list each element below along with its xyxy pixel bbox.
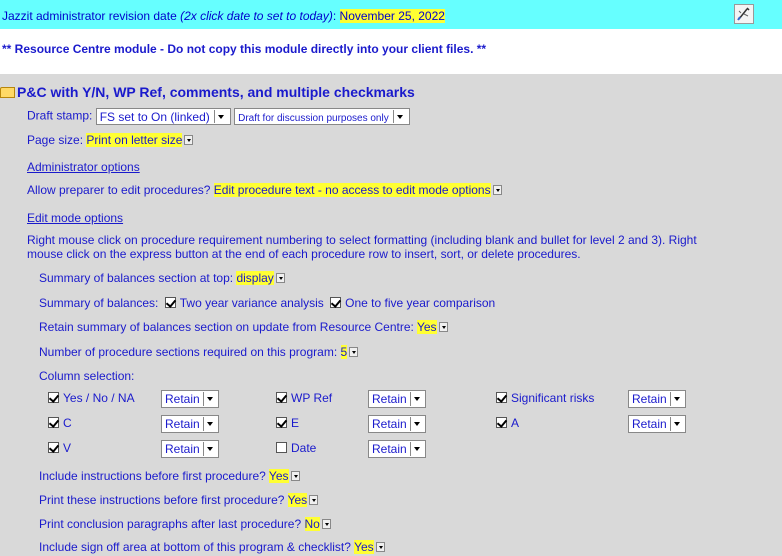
two-year-checkbox[interactable]	[165, 297, 176, 308]
signoff-value[interactable]: Yes	[354, 540, 374, 554]
include-instructions-label: Include instructions before first procedure?	[39, 469, 266, 483]
chevron-down-icon	[203, 392, 216, 406]
revision-date-hint: (2x click date to set to today)	[180, 9, 333, 23]
column-option-date[interactable]: Date	[276, 441, 316, 455]
column-selection-label: Column selection:	[39, 369, 135, 383]
chevron-down-icon	[410, 442, 423, 456]
allow-edit-label: Allow preparer to edit procedures?	[27, 183, 211, 197]
signoff-label: Include sign off area at bottom of this program & checklist?	[39, 540, 351, 554]
summary-top-label: Summary of balances section at top:	[39, 271, 234, 285]
summary-balances-label: Summary of balances:	[39, 296, 159, 310]
module-panel	[0, 74, 782, 556]
chevron-down-icon[interactable]	[291, 471, 300, 481]
draft-text-select[interactable]: Draft for discussion purposes only	[234, 108, 410, 125]
column-retain-select[interactable]: Retain	[368, 415, 426, 433]
column-checkbox[interactable]	[48, 417, 59, 428]
column-retain-select[interactable]: Retain	[161, 390, 219, 408]
retain-summary-value[interactable]: Yes	[416, 320, 437, 334]
page-size-row	[27, 133, 193, 147]
allow-edit-value[interactable]: Edit procedure text - no access to edit mode options	[213, 183, 491, 197]
folder-icon[interactable]	[0, 87, 15, 98]
two-year-label: Two year variance analysis	[179, 296, 324, 310]
chevron-down-icon[interactable]	[493, 185, 502, 195]
column-option-v[interactable]: V	[48, 441, 71, 455]
revision-date-colon: :	[332, 9, 337, 23]
retain-summary-row	[39, 320, 448, 334]
column-option-significant-risks[interactable]: Significant risks	[496, 391, 594, 405]
chevron-down-icon[interactable]	[276, 273, 285, 283]
column-option-wp-ref[interactable]: WP Ref	[276, 391, 332, 405]
chevron-down-icon	[670, 417, 683, 431]
header-bar	[0, 0, 782, 29]
column-checkbox[interactable]	[496, 392, 507, 403]
chevron-down-icon[interactable]	[322, 519, 331, 529]
column-retain-select[interactable]: Retain	[628, 415, 686, 433]
instructions-line-2: mouse click on the express button at the end of each procedure row to insert, sort, or delete procedures.	[27, 247, 581, 261]
summary-balances-row	[39, 296, 495, 310]
column-checkbox[interactable]	[48, 442, 59, 453]
print-conclusion-label: Print conclusion paragraphs after last procedure?	[39, 517, 302, 531]
administrator-options-link[interactable]: Administrator options	[27, 160, 140, 174]
chevron-down-icon[interactable]	[439, 322, 448, 332]
resource-notice: ** Resource Centre module - Do not copy this module directly into your client files. **	[2, 42, 487, 56]
instructions-line-1: Right mouse click on procedure requirement numbering to select formatting (including blank and bullet for level 2 and 3). Right	[27, 233, 697, 247]
print-conclusion-value[interactable]: No	[304, 517, 320, 531]
summary-top-row	[39, 271, 285, 285]
print-instructions-row	[39, 493, 318, 507]
chevron-down-icon	[203, 417, 216, 431]
column-option-e[interactable]: E	[276, 416, 299, 430]
column-option-a[interactable]: A	[496, 416, 519, 430]
draft-stamp-label: Draft stamp:	[27, 108, 93, 123]
column-retain-select[interactable]: Retain	[368, 390, 426, 408]
num-sections-value[interactable]: 5	[340, 345, 348, 359]
revision-date-label: Jazzit administrator revision date	[2, 9, 177, 23]
print-instructions-label: Print these instructions before first procedure?	[39, 493, 285, 507]
column-retain-select[interactable]: Retain	[161, 440, 219, 458]
column-checkbox[interactable]	[496, 417, 507, 428]
chevron-down-icon[interactable]	[184, 135, 193, 145]
chevron-down-icon[interactable]	[309, 495, 318, 505]
edit-pencil-icon[interactable]	[734, 4, 754, 24]
column-option-yes-no-na[interactable]: Yes / No / NA	[48, 391, 135, 405]
page-size-value[interactable]: Print on letter size	[86, 133, 183, 147]
summary-top-value[interactable]: display	[236, 271, 274, 285]
revision-date-value[interactable]: November 25, 2022	[339, 9, 445, 23]
five-year-label: One to five year comparison	[345, 296, 496, 310]
retain-summary-label: Retain summary of balances section on update from Resource Centre:	[39, 320, 414, 334]
chevron-down-icon	[670, 392, 683, 406]
include-instructions-row	[39, 469, 300, 483]
chevron-down-icon	[410, 417, 423, 431]
column-checkbox[interactable]	[276, 392, 287, 403]
include-instructions-value[interactable]: Yes	[268, 469, 289, 483]
print-instructions-value[interactable]: Yes	[287, 493, 308, 507]
page-size-label: Page size:	[27, 133, 84, 147]
chevron-down-icon[interactable]	[376, 542, 385, 552]
chevron-down-icon	[393, 110, 406, 123]
allow-edit-row	[27, 183, 502, 197]
revision-date-line	[2, 9, 445, 23]
module-title-row	[0, 84, 415, 100]
print-conclusion-row	[39, 517, 331, 531]
column-checkbox[interactable]	[48, 392, 59, 403]
chevron-down-icon	[410, 392, 423, 406]
chevron-down-icon	[214, 110, 227, 123]
column-option-c[interactable]: C	[48, 416, 72, 430]
num-sections-row	[39, 345, 358, 359]
module-title: P&C with Y/N, WP Ref, comments, and multiple checkmarks	[17, 84, 415, 100]
chevron-down-icon	[203, 442, 216, 456]
five-year-checkbox[interactable]	[330, 297, 341, 308]
column-retain-select[interactable]: Retain	[368, 440, 426, 458]
num-sections-label: Number of procedure sections required on this program:	[39, 345, 338, 359]
column-retain-select[interactable]: Retain	[628, 390, 686, 408]
draft-stamp-row	[27, 108, 410, 125]
draft-stamp-select[interactable]: FS set to On (linked)	[96, 108, 231, 125]
column-checkbox[interactable]	[276, 442, 287, 453]
column-checkbox[interactable]	[276, 417, 287, 428]
signoff-row	[39, 540, 385, 554]
column-retain-select[interactable]: Retain	[161, 415, 219, 433]
edit-mode-options-link[interactable]: Edit mode options	[27, 211, 124, 225]
chevron-down-icon[interactable]	[349, 347, 358, 357]
